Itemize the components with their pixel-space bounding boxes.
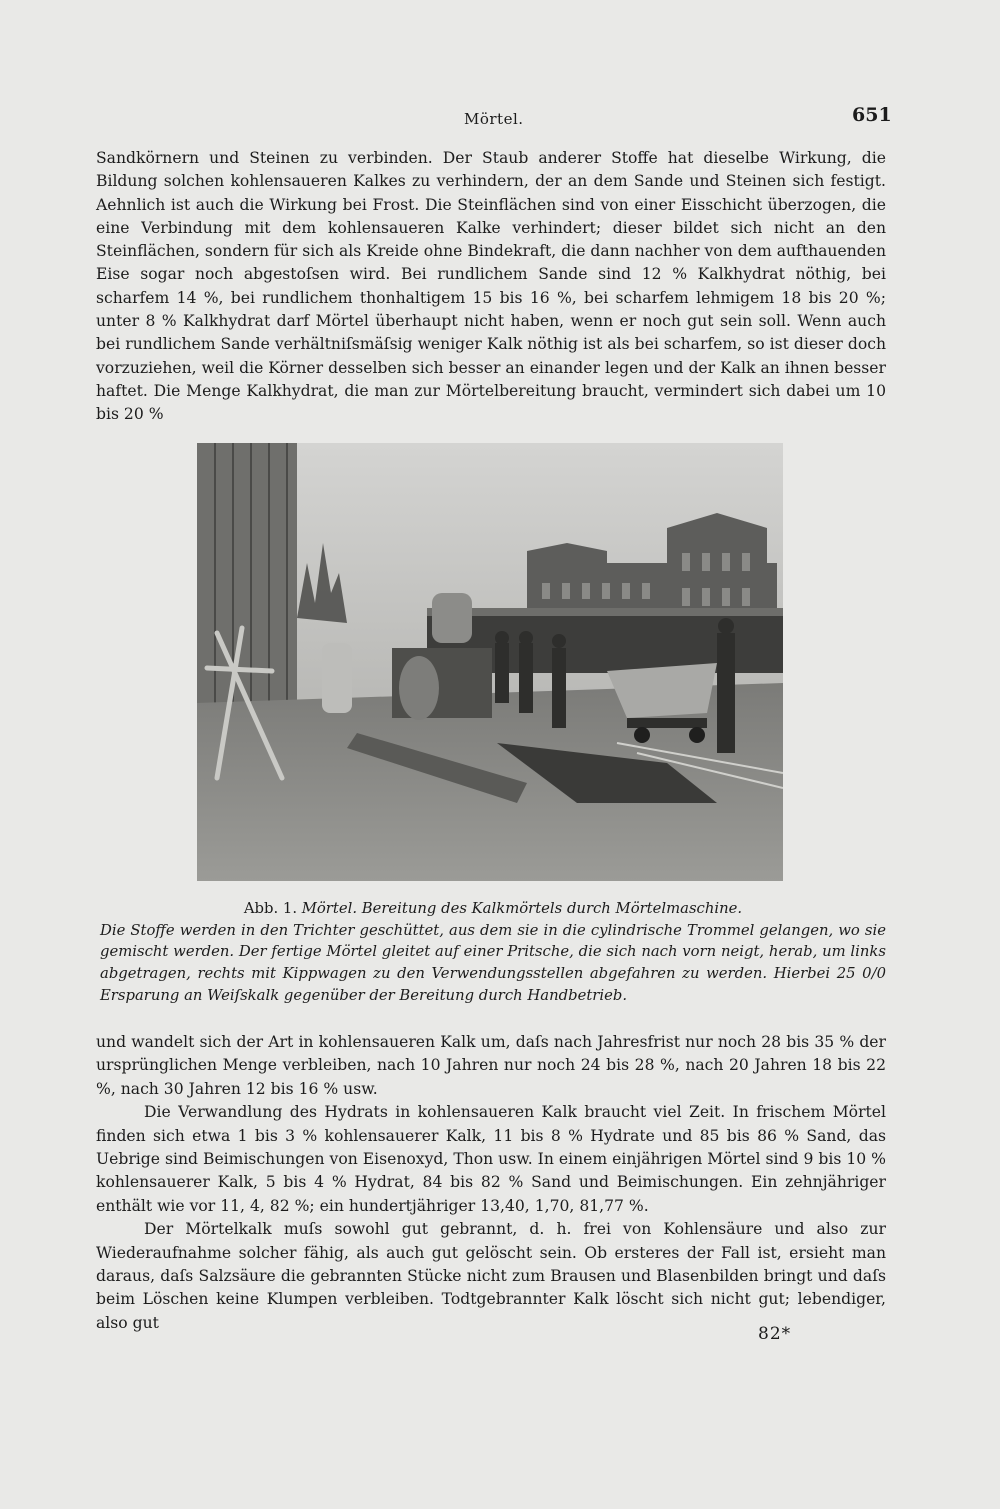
signature-mark: 82*	[758, 1324, 792, 1344]
page-number: 651	[852, 104, 892, 126]
caption-heading	[100, 898, 886, 920]
figure-photograph	[197, 443, 783, 881]
running-header	[0, 104, 1000, 134]
top-text-block	[96, 147, 886, 427]
caption-title: Mörtel. Bereitung des Kalkmörtels durch Mörtelmaschine.	[301, 900, 743, 917]
paragraph: Der Mörtelkalk muſs sowohl gut gebrannt, d. h. frei von Kohlensäure und also zur Wiederaufnahme solcher fähig, als auch gut gelöscht sein. Ob ersteres der Fall ist, ersieht man daraus, daſs Salzsäure die gebrannten Stücke nicht zum Brausen und Blasenbilden bringt und daſs beim Löschen keine Klumpen verbleiben. Todtgebrannter Kalk löscht sich nicht gut; lebendiger, also gut	[96, 1220, 886, 1332]
figure-caption	[100, 898, 886, 1007]
photo-mortar-machine-construction-site	[197, 443, 783, 881]
caption-text: Die Stoffe werden in den Trichter geschüttet, aus dem sie in die cylindrische Trommel gelangen, wo sie gemischt werden. Der fertige Mörtel gleitet auf einer Pritsche, die sich nach vorn neigt, herab, um links abgetragen, rechts mit Kippwagen zu den Verwendungsstellen abgefahren zu werden. Hierbei 25 0/0 Ersparung an Weiſskalk gegenüber der Bereitung durch Handbetrieb.	[100, 921, 886, 1004]
paragraph: Die Verwandlung des Hydrats in kohlensaueren Kalk braucht viel Zeit. In frischem Mörtel finden sich etwa 1 bis 3 % kohlensauerer Kalk, 11 bis 8 % Hydrate und 85 bis 86 % Sand, das Uebrige sind Beimischungen von Eisenoxyd, Thon usw. In einem einjährigen Mörtel sind 9 bis 10 % kohlensauerer Kalk, 5 bis 4 % Hydrat, 84 bis 82 % Sand und Beimischungen. Ein zehnjähriger enthält wie vor 11, 4, 82 %; ein hundertjähriger 13,40, 1,70, 81,77 %.	[96, 1103, 886, 1215]
running-title: Mörtel.	[464, 110, 524, 128]
caption-label: Abb. 1.	[243, 900, 298, 917]
bottom-text-block	[96, 1031, 886, 1335]
paragraph: Sandkörnern und Steinen zu verbinden. Der Staub anderer Stoffe hat dieselbe Wirkung, die Bildung solchen kohlensaueren Kalkes zu verhindern, der an dem Sande und Steinen sich festigt. Aehnlich ist auch die Wirkung bei Frost. Die Steinflächen sind von einer Eisschicht überzogen, die eine Verbindung mit dem kohlensaueren Kalke verhindert; dieser bildet sich nicht an den Steinflächen, sondern für sich als Kreide ohne Bindekraft, die dann nachher von dem aufthauenden Eise sogar noch abgestoſsen wird. Bei rundlichem Sande sind 12 % Kalkhydrat nöthig, bei scharfem 14 %, bei rundlichem thonhaltigem 15 bis 16 %, bei scharfem lehmigem 18 bis 20 %; unter 8 % Kalkhydrat darf Mörtel überhaupt nicht haben, wenn er noch gut sein soll. Wenn auch bei rundlichem Sande verhältniſsmäſsig weniger Kalk nöthig ist als bei scharfem, so ist dieser doch vorzuziehen, weil die Körner desselben sich besser an einander legen und der Kalk an ihnen besser haftet. Die Menge Kalkhydrat, die man zur Mörtelbereitung braucht, vermindert sich dabei um 10 bis 20 %	[96, 149, 886, 424]
paragraph: und wandelt sich der Art in kohlensaueren Kalk um, daſs nach Jahresfrist nur noch 28 bis 35 % der ursprünglichen Menge verbleiben, nach 10 Jahren nur noch 24 bis 28 %, nach 20 Jahren 18 bis 22 %, nach 30 Jahren 12 bis 16 % usw.	[96, 1033, 886, 1098]
